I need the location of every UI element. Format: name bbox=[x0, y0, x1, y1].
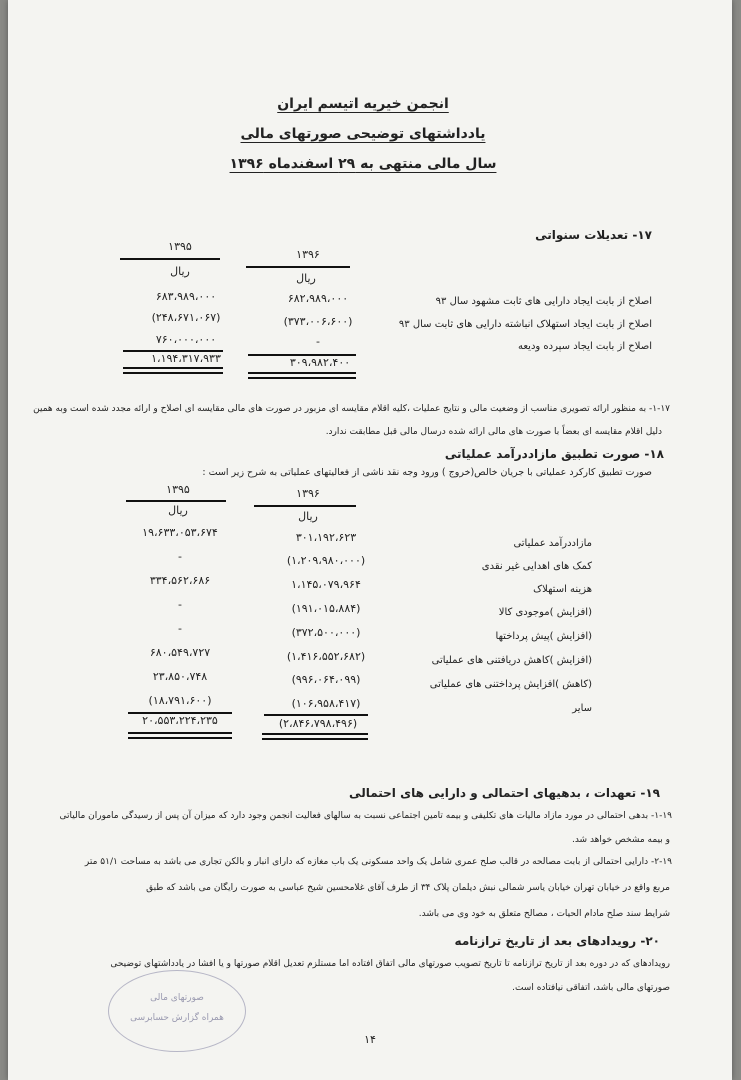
note18-row-3-1396: ۱،۱۴۵،۰۷۹،۹۶۴ bbox=[291, 578, 361, 591]
note18-row-5-1396: (۳۷۲،۵۰۰،۰۰۰) bbox=[291, 626, 361, 639]
note18-total-1396: (۲،۸۴۶،۷۹۸،۴۹۶) bbox=[278, 717, 358, 730]
stamp-line-1: صورتهای مالی bbox=[150, 993, 204, 1003]
note19-2-line3: شرایط سند صلح مادام الحیات ، مصالح متعلق به خود وی می باشد. bbox=[418, 909, 670, 919]
note17-total-rule-1395 bbox=[123, 367, 223, 374]
note17-row-1-1395: ۶۸۳،۹۸۹،۰۰۰ bbox=[155, 290, 217, 303]
note17-title: ۱۷- تعدیلات سنواتی bbox=[535, 228, 652, 242]
note18-unit-1396: ریال bbox=[298, 510, 318, 523]
note20-line2: صورتهای مالی باشد، اتفاقی نیافتاده است. bbox=[512, 983, 670, 993]
note18-row-6-1395: ۶۸۰،۵۴۹،۷۲۷ bbox=[149, 646, 211, 659]
note18-row-3-1395: ۳۳۴،۵۶۲،۶۸۶ bbox=[149, 574, 211, 587]
note18-row-6-1396: (۱،۴۱۶،۵۵۲،۶۸۲) bbox=[286, 650, 366, 663]
note18-row-1-1396: ۳۰۱،۱۹۲،۶۲۳ bbox=[295, 531, 357, 544]
note18-total-rule-1396 bbox=[262, 733, 368, 740]
document-page bbox=[8, 0, 732, 1080]
note18-row-4-label: (افزایش )موجودی کالا bbox=[498, 607, 592, 618]
note18-subtotal-rule-1396 bbox=[264, 714, 368, 716]
note18-row-5-1395: - bbox=[178, 622, 182, 635]
page-number: ۱۴ bbox=[364, 1033, 376, 1046]
note17-row-3-1396: - bbox=[316, 335, 320, 348]
note19-1-line2: و بیمه مشخص خواهد شد. bbox=[571, 835, 670, 845]
note19-title: ۱۹- تعهدات ، بدهیهای احتمالی و دارایی های احتمالی bbox=[349, 786, 660, 800]
period-title: سال مالی منتهی به ۲۹ اسفندماه ۱۳۹۶ bbox=[229, 156, 497, 172]
note17-row-2-1396: (۳۷۳،۰۰۶،۶۰۰) bbox=[283, 315, 353, 328]
org-title: انجمن خیریه اتیسم ایران bbox=[277, 96, 449, 112]
note17-total-1395: ۱،۱۹۴،۳۱۷،۹۳۳ bbox=[151, 352, 221, 365]
note19-2-line1: ۲-۱۹- دارایی احتمالی از بابت مصالحه در قالب صلح عمری شامل یک واحد مسکونی یک باب مغازه که دارای انبار و بالکن تجاری می باشد به مساحت ۵۱/۱ متر bbox=[84, 857, 672, 867]
note18-row-4-1395: - bbox=[178, 598, 182, 611]
note18-total-rule-1395 bbox=[128, 732, 232, 739]
note18-row-3-label: هزینه استهلاک bbox=[533, 584, 592, 595]
note18-row-6-label: (افزایش )کاهش دریافتنی های عملیاتی bbox=[431, 655, 592, 666]
note20-title: ۲۰- رویدادهای بعد از تاریخ ترازنامه bbox=[454, 934, 660, 948]
note18-row-7-1395: ۲۳،۸۵۰،۷۴۸ bbox=[152, 670, 208, 683]
note18-row-1-label: مازاددرآمد عملیاتی bbox=[513, 538, 592, 549]
note18-row-8-1395: (۱۸،۷۹۱،۶۰۰) bbox=[148, 694, 212, 707]
note18-col-1395: ۱۳۹۵ bbox=[166, 483, 190, 496]
note17-rule-1395 bbox=[120, 258, 220, 260]
note18-row-2-1396: (۱،۲۰۹،۹۸۰،۰۰۰) bbox=[286, 554, 366, 567]
note18-row-5-label: (افزایش )پیش پرداختها bbox=[495, 631, 592, 642]
note18-col-1396: ۱۳۹۶ bbox=[296, 487, 320, 500]
note18-total-1395: ۲۰،۵۵۳،۲۲۴،۲۳۵ bbox=[142, 714, 218, 727]
note17-unit-1396: ریال bbox=[296, 272, 316, 285]
doc-subtitle: یادداشتهای توضیحی صورتهای مالی bbox=[240, 126, 486, 142]
note17-row-2-1395: (۲۴۸،۶۷۱،۰۶۷) bbox=[151, 311, 221, 324]
note18-row-8-1396: (۱۰۶،۹۵۸،۴۱۷) bbox=[291, 697, 361, 710]
note17-row-1-1396: ۶۸۲،۹۸۹،۰۰۰ bbox=[287, 292, 349, 305]
note17-col-1395: ۱۳۹۵ bbox=[168, 240, 192, 253]
note18-rule-1396 bbox=[254, 505, 356, 507]
note19-1-line1: ۱-۱۹- بدهی احتمالی در مورد مازاد مالیات های تکلیفی و بیمه تامین اجتماعی نسبت به سالهای فعالیت انجمن وجود دارد که میزان آن پس از رسیدگی ماموران مالیاتی bbox=[59, 811, 672, 821]
note18-row-4-1396: (۱۹۱،۰۱۵،۸۸۴) bbox=[291, 602, 361, 615]
audit-stamp bbox=[108, 970, 246, 1052]
note18-row-1-1395: ۱۹،۶۳۳،۰۵۳،۶۷۴ bbox=[142, 526, 218, 539]
note17-row-2-label: اصلاح از بابت ایجاد استهلاک انباشته دارایی های ثابت سال ۹۳ bbox=[398, 319, 652, 330]
note17-1-line1: ۱-۱۷- به منظور ارائه تصویری مناسب از وضعیت مالی و نتایج عملیات ،کلیه اقلام مقایسه ای مزبور در صورت های مالی مقایسه ای اصلاح و ارائه مجدد شده است وبه همین bbox=[33, 404, 670, 414]
note17-col-1396: ۱۳۹۶ bbox=[296, 248, 320, 261]
note18-rule-1395 bbox=[126, 500, 226, 502]
note17-total-rule-1396 bbox=[248, 372, 356, 379]
note18-row-2-1395: - bbox=[178, 550, 182, 563]
note18-title: ۱۸- صورت تطبیق مازاددرآمد عملیاتی bbox=[444, 447, 664, 461]
note19-2-line2: مربع واقع در خیابان تهران خیابان یاسر شمالی نبش دیلمان پلاک ۳۴ از طرف آقای غلامحسین شیخ عباسی به صورت رایگان می باشد که طبق bbox=[146, 883, 670, 893]
note17-row-3-label: اصلاح از بابت ایجاد سپرده ودیعه bbox=[518, 341, 652, 352]
note17-row-3-1395: ۷۶۰،۰۰۰،۰۰۰ bbox=[155, 333, 217, 346]
stamp-line-2: همراه گزارش حسابرسی bbox=[130, 1013, 224, 1023]
note18-row-7-1396: (۹۹۶،۰۶۴،۰۹۹) bbox=[291, 673, 361, 686]
note17-unit-1395: ریال bbox=[170, 265, 190, 278]
note18-intro: صورت تطبیق کارکرد عملیاتی با جریان خالص(خروج ) ورود وجه نقد ناشی از فعالیتهای عملیاتی به شرح زیر است : bbox=[202, 467, 652, 478]
note17-1-line2: دلیل اقلام مقایسه ای بعضاً با صورت های مالی ارائه شده درسال مالی قبل مطابقت ندارد. bbox=[325, 427, 662, 437]
note18-row-8-label: سایر bbox=[572, 703, 592, 714]
note18-unit-1395: ریال bbox=[168, 504, 188, 517]
note17-row-1-label: اصلاح از بابت ایجاد دارایی های ثابت مشهود سال ۹۳ bbox=[435, 296, 652, 307]
note18-row-2-label: کمک های اهدایی غیر نقدی bbox=[481, 561, 592, 572]
note17-rule-1396 bbox=[246, 266, 350, 268]
note17-total-1396: ۳۰۹،۹۸۲،۴۰۰ bbox=[289, 356, 351, 369]
note20-line1: رویدادهای که در دوره بعد از تاریخ ترازنامه تا تاریخ تصویب صورتهای مالی اتفاق افتاده اما مستلزم تعدیل اقلام صورتها و یا افشا در یادداشتهای توضیحی bbox=[110, 959, 670, 969]
note18-row-7-label: (کاهش )افزایش پرداختنی های عملیاتی bbox=[429, 679, 592, 690]
